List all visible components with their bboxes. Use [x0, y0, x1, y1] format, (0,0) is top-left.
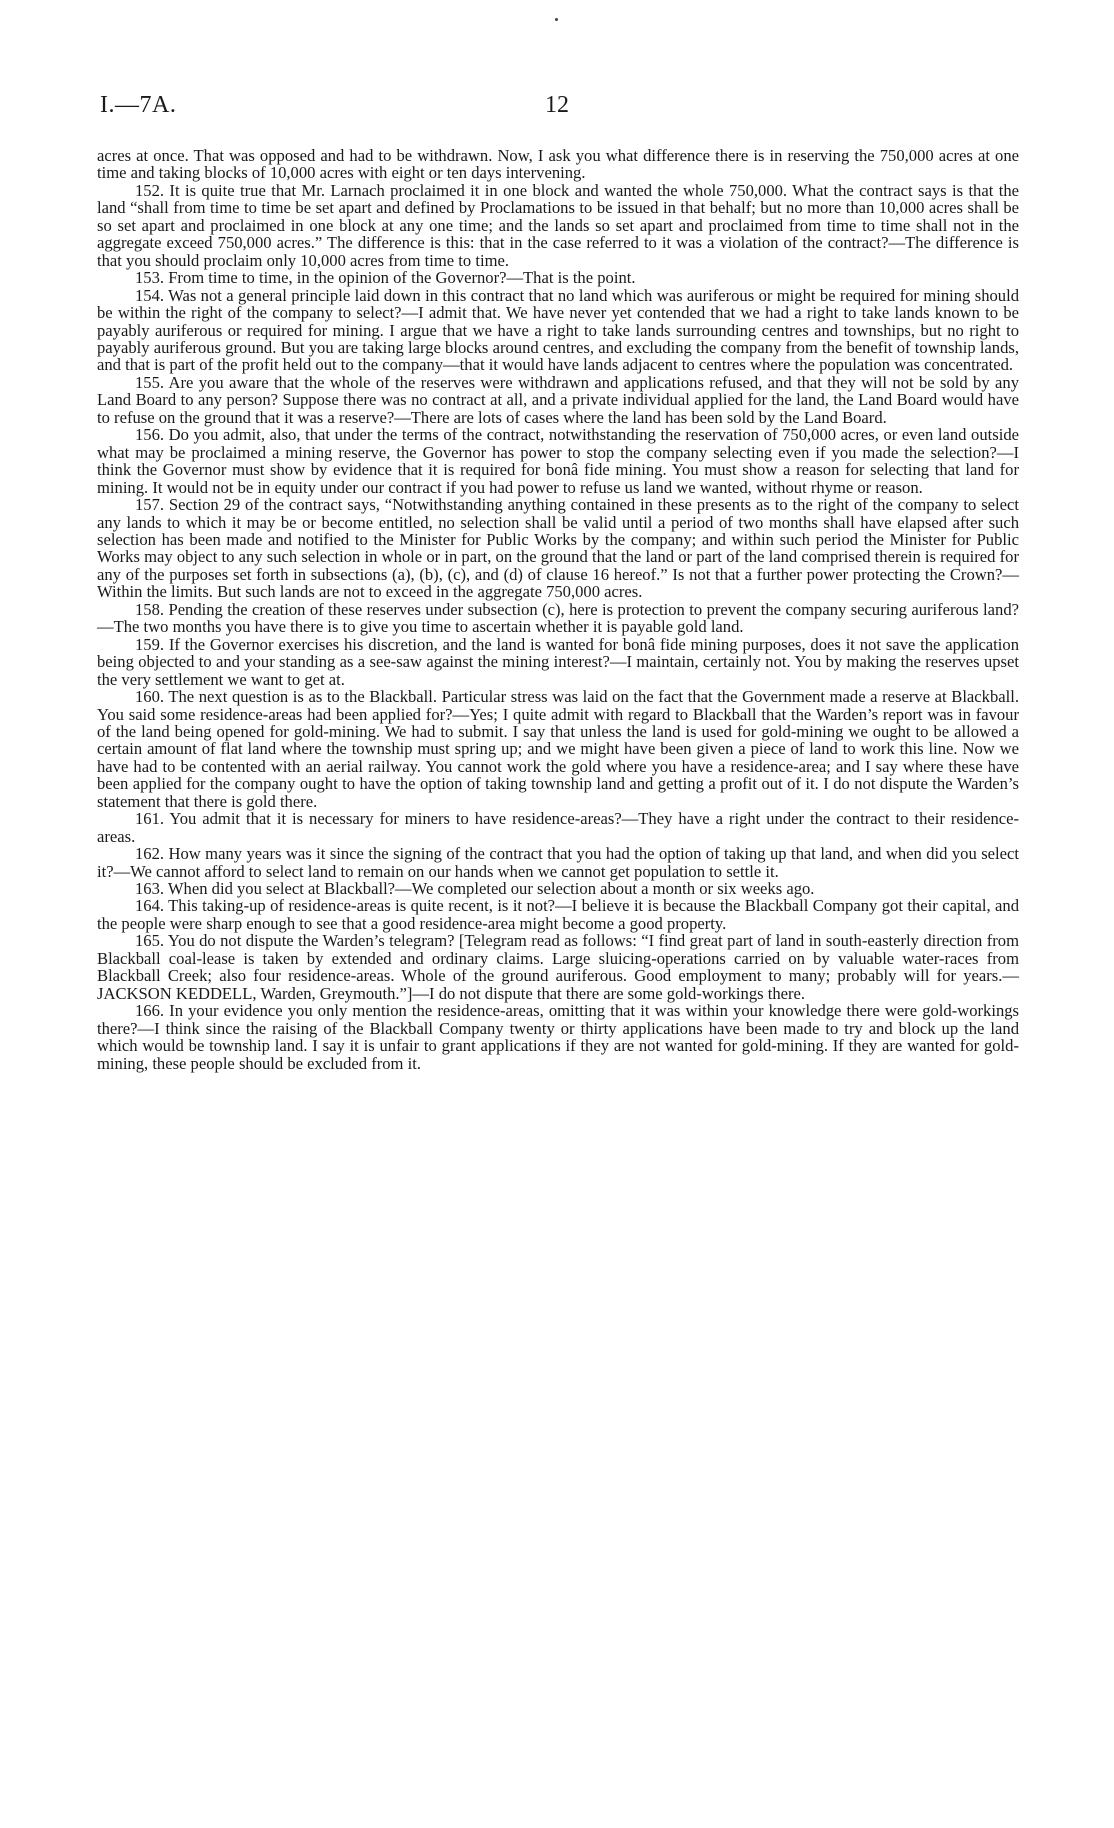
paragraph-154: 154. Was not a general principle laid down in this contract that no land which was auriferous or might be required for mining should be within the right of the company to select?—I admit that. We have never yet contended that we had a right to take lands known to be payably auriferous or required for mining. I argue that we have a right to take lands surrounding centres and townships, but no right to payably auriferous ground. But you are taking large blocks around centres, and excluding the company from the benefit of township lands, and that is part of the profit held out to the company—that it would have lands adjacent to centres where the population was concentrated. [97, 285, 1019, 375]
paragraph-157: 157. Section 29 of the contract says, “Notwithstanding anything contained in these presents as to the right of the company to select any lands to which it may be or become entitled, no selection shall be valid until a period of two months shall have elapsed after such selection has been made and notified to the Minister for Public Works by the company; and within such period the Minister for Public Works may object to any such selection in whole or in part, on the ground that the land or part of the land comprised therein is required for any of the purposes set forth in subsections (a), (b), (c), and (d) of clause 16 hereof.” Is not that a further power protecting the Crown?—Within the limits. But such lands are not to exceed in the aggregate 750,000 acres. [97, 495, 1019, 602]
paragraph-155: 155. Are you aware that the whole of the reserves were withdrawn and applications refused, and that they will not be sold by any Land Board to any person? Suppose there was no contract at all, and a private individual applied for the land, the Land Board would have to refuse on the ground that it was a reserve?—There are lots of cases where the land has been sold by the Land Board. [97, 372, 1019, 427]
paragraph-162: 162. How many years was it since the signing of the contract that you had the option of taking up that land, and when did you select it?—We cannot afford to select land to remain on our hands when we cannot get population to settle it. [97, 844, 1019, 881]
scan-mark [555, 18, 558, 21]
page-header [0, 92, 1114, 126]
paragraph-161: 161. You admit that it is necessary for miners to have residence-areas?—They have a right under the contract to their residence-areas. [97, 809, 1019, 846]
paragraph-164: 164. This taking-up of residence-areas is quite recent, is it not?—I believe it is because the Blackball Company got their capital, and the people were sharp enough to see that a good residence-area might become a good property. [97, 896, 1019, 933]
paragraph-160: 160. The next question is as to the Blackball. Particular stress was laid on the fact that the Government made a reserve at Blackball. You said some residence-areas had been applied for?—Yes; I quite admit with regard to Blackball that the Warden’s report was in favour of the land being opened for gold-mining. We had to submit. I say that unless the land is used for gold-mining we ought to be allowed a certain amount of flat land where the township must spring up; and we might have been given a piece of land to work this line. Now we have had to be contented with an aerial railway. You cannot work the gold where you have a residence-area; and I say where these have been applied for the company ought to have the option of taking township land and getting a profit out of it. I do not dispute the Warden’s statement that there is gold there. [97, 687, 1019, 811]
page-number: 12 [545, 92, 569, 118]
paragraph-152: 152. It is quite true that Mr. Larnach proclaimed it in one block and wanted the whole 750,000. What the contract says is that the land “shall from time to time be set apart and defined by Proclamations to be issued in that behalf; but no more than 10,000 acres shall be so set apart and proclaimed in one block at any one time; and the lands so set apart and proclaimed from time to time shall not in the aggregate exceed 750,000 acres.” The difference is this: that in the case referred to it was a violation of the contract?—The difference is that you should proclaim only 10,000 acres from time to time. [97, 180, 1019, 270]
paragraph-continued: acres at once. That was opposed and had to be withdrawn. Now, I ask you what difference there is in reserving the 750,000 acres at one time and taking blocks of 10,000 acres with eight or ten days intervening. [97, 146, 1019, 183]
paragraph-159: 159. If the Governor exercises his discretion, and the land is wanted for bonâ fide mining purposes, does it not save the application being objected to and your standing as a see-saw against the mining interest?—I maintain, certainly not. You by making the reserves upset the very settlement we want to get at. [97, 634, 1019, 689]
body-text [97, 147, 1019, 1072]
paragraph-166: 166. In your evidence you only mention the residence-areas, omitting that it was within your knowledge there were gold-workings there?—I think since the raising of the Blackball Company twenty or thirty applications have been made to try and block up the land which would be township land. I say it is unfair to grant applications if they are not wanted for gold-mining. If they are wanted for gold-mining, these people should be excluded from it. [97, 1001, 1019, 1073]
paragraph-165: 165. You do not dispute the Warden’s telegram? [Telegram read as follows: “I find great part of land in south-easterly direction from Blackball coal-lease is taken by extended and ordinary claims. Large sluicing-operations carried on by valuable water-races from Blackball Creek; also four residence-areas. Whole of the ground auriferous. Good employment to many; probably will for years.—JACKSON KEDDELL, Warden, Greymouth.”]—I do not dispute that there are some gold-workings there. [97, 931, 1019, 1003]
paragraph-153: 153. From time to time, in the opinion of the Governor?—That is the point. [135, 268, 636, 288]
paragraph-163: 163. When did you select at Blackball?—We completed our selection about a month or six weeks ago. [135, 879, 815, 899]
document-reference: I.—7A. [100, 92, 177, 118]
paragraph-158: 158. Pending the creation of these reserves under subsection (c), here is protection to prevent the company securing auriferous land?—The two months you have there is to give you time to ascertain whether it is payable gold land. [97, 599, 1019, 637]
paragraph-156: 156. Do you admit, also, that under the terms of the contract, notwithstanding the reservation of 750,000 acres, or even land outside what may be proclaimed a mining reserve, the Governor has power to stop the company selecting even if you made the selection?—I think the Governor must show by evidence that it is required for bonâ fide mining. You must show a reason for selecting that land for mining. It would not be in equity under our contract if you had power to refuse us land we wanted, without rhyme or reason. [97, 425, 1019, 497]
